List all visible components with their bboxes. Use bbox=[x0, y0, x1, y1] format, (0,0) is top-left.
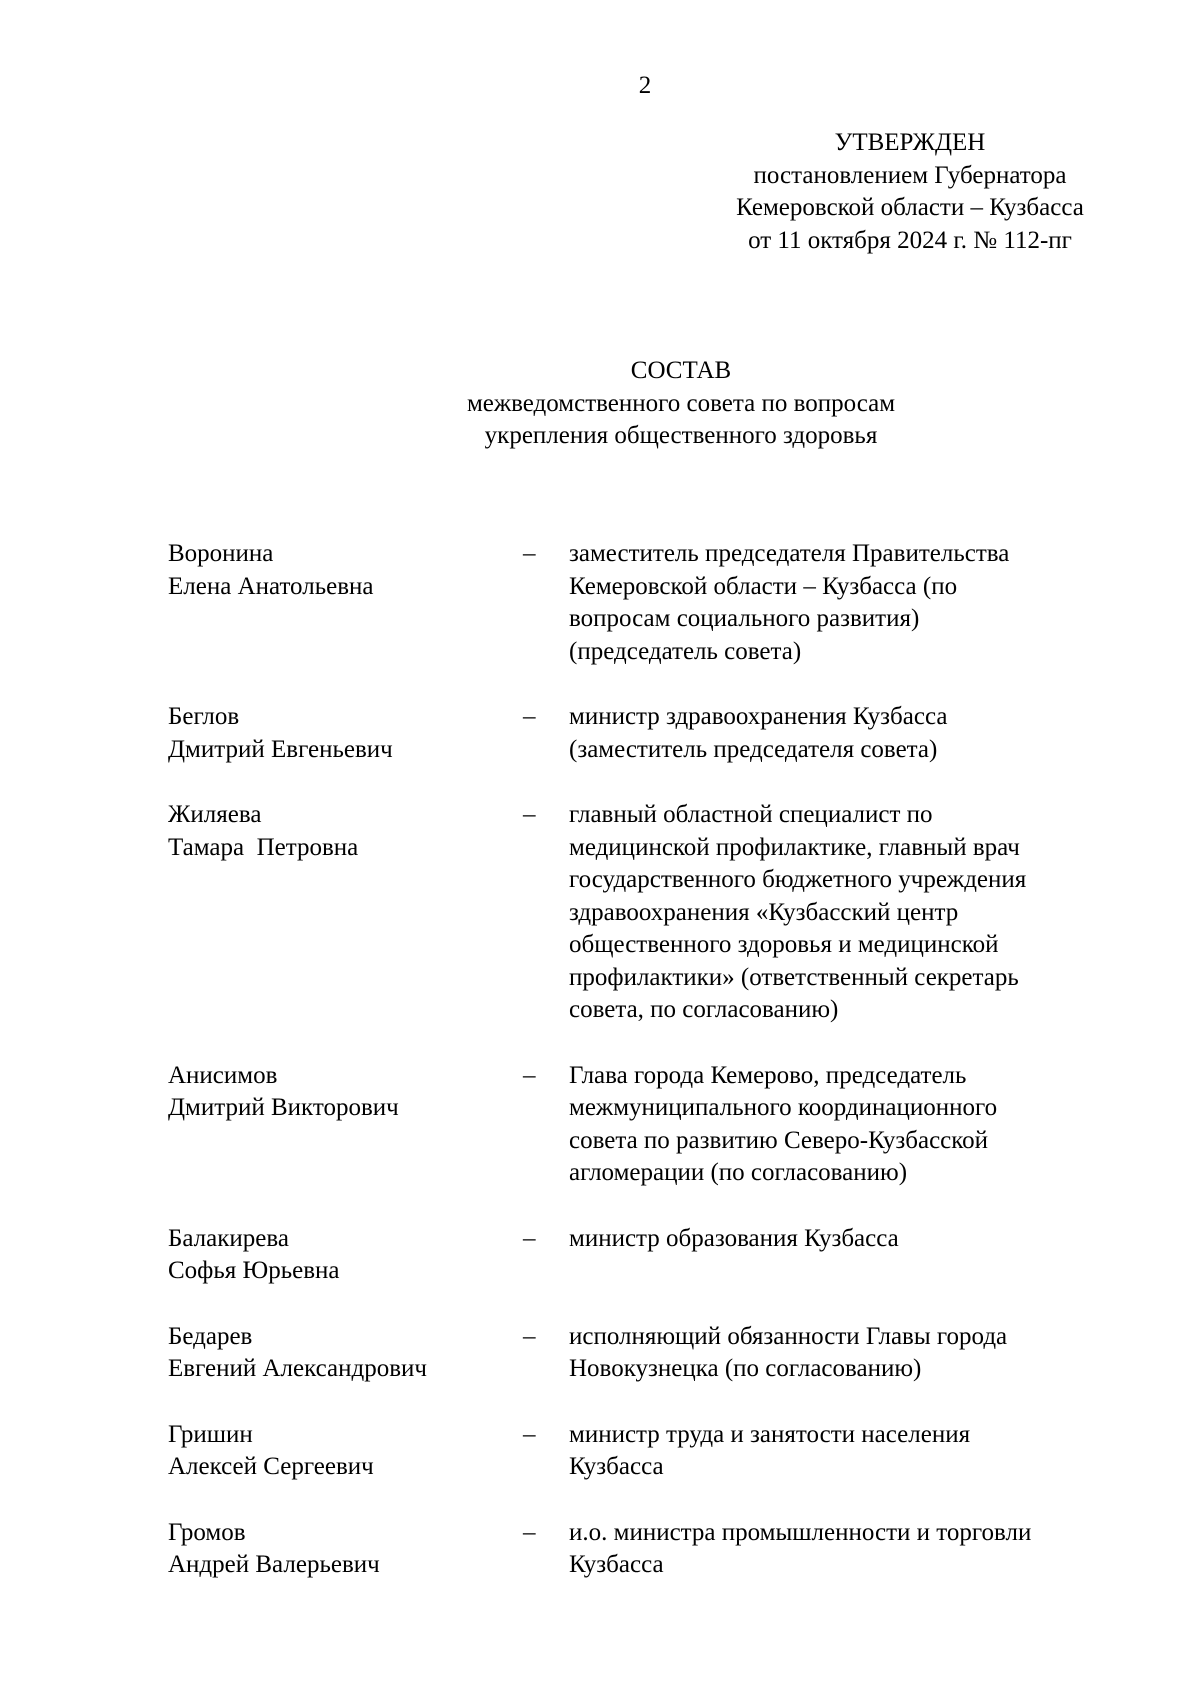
role-line: совета, по согласованию) bbox=[569, 996, 839, 1023]
member-entry bbox=[168, 1223, 1118, 1288]
role-line: Глава города Кемерово, председатель bbox=[569, 1061, 967, 1089]
role-line: министр образования Кузбасса bbox=[569, 1224, 899, 1252]
approval-date: от 11 октября 2024 г. № 112-пг bbox=[748, 226, 1072, 254]
approval-stamp bbox=[700, 127, 1120, 257]
member-name bbox=[168, 1517, 523, 1582]
dash-separator: – bbox=[523, 1224, 536, 1252]
member-name bbox=[168, 1419, 523, 1484]
member-surname: Бедарев bbox=[168, 1322, 253, 1350]
role-line: (заместитель председателя совета) bbox=[569, 735, 938, 763]
member-given-names: Алексей Сергеевич bbox=[168, 1453, 374, 1480]
members-list bbox=[168, 538, 1118, 1582]
member-surname: Воронина bbox=[168, 540, 274, 567]
member-name bbox=[168, 1223, 523, 1288]
approval-line: Кемеровской области – Кузбасса bbox=[736, 194, 1084, 221]
role-line: государственного бюджетного учреждения bbox=[569, 866, 1027, 893]
member-role bbox=[569, 701, 1114, 766]
member-role bbox=[569, 538, 1114, 668]
role-line: Кузбасса bbox=[569, 1453, 664, 1480]
title-subtitle: межведомственного совета по вопросам bbox=[466, 389, 896, 417]
dash-separator: – bbox=[523, 1420, 536, 1448]
member-surname: Гришин bbox=[168, 1420, 253, 1448]
member-given-names: Елена Анатольевна bbox=[168, 572, 374, 600]
member-entry bbox=[168, 538, 1118, 668]
member-entry bbox=[168, 1419, 1118, 1484]
dash-separator: – bbox=[523, 1518, 536, 1546]
member-name bbox=[168, 1060, 523, 1190]
member-given-names: Евгений Александрович bbox=[168, 1355, 427, 1382]
document-title bbox=[0, 355, 1200, 453]
member-given-names: Софья Юрьевна bbox=[168, 1257, 340, 1284]
role-line: совета по развитию Северо-Кузбасской bbox=[569, 1126, 989, 1154]
member-role bbox=[569, 1060, 1114, 1190]
member-entry bbox=[168, 1517, 1118, 1582]
role-line: министр труда и занятости населения bbox=[569, 1420, 971, 1448]
member-entry bbox=[168, 799, 1118, 1027]
member-name bbox=[168, 701, 523, 766]
title-subtitle: укрепления общественного здоровья bbox=[484, 422, 878, 449]
dash-separator: – bbox=[523, 703, 536, 730]
role-line: Новокузнецка (по согласованию) bbox=[569, 1355, 922, 1382]
approval-heading: УТВЕРЖДЕН bbox=[834, 129, 986, 156]
role-line: медицинской профилактике, главный врач bbox=[569, 833, 1020, 861]
role-line: профилактики» (ответственный секретарь bbox=[569, 963, 1019, 991]
member-surname: Анисимов bbox=[168, 1061, 278, 1089]
member-name bbox=[168, 1321, 523, 1386]
member-name bbox=[168, 799, 523, 1027]
role-line: общественного здоровья и медицинской bbox=[569, 931, 999, 958]
member-role bbox=[569, 1517, 1114, 1582]
member-surname: Балакирева bbox=[168, 1224, 289, 1252]
dash-separator: – bbox=[523, 540, 536, 567]
dash-separator: – bbox=[523, 1322, 536, 1350]
member-given-names: Тамара Петровна bbox=[168, 833, 359, 861]
dash-separator: – bbox=[523, 1061, 536, 1089]
role-line: агломерации (по согласованию) bbox=[569, 1159, 908, 1186]
dash-separator: – bbox=[523, 801, 536, 828]
member-role bbox=[569, 799, 1114, 1027]
role-line: межмуниципального координационного bbox=[569, 1094, 998, 1121]
member-surname: Беглов bbox=[168, 703, 240, 730]
title-heading: СОСТАВ bbox=[630, 357, 732, 384]
role-line: министр здравоохранения Кузбасса bbox=[569, 703, 948, 730]
approval-line: постановлением Губернатора bbox=[753, 161, 1067, 189]
role-line: заместитель председателя Правительства bbox=[569, 540, 1010, 567]
role-line: главный областной специалист по bbox=[569, 801, 933, 828]
member-surname: Громов bbox=[168, 1518, 246, 1546]
member-role bbox=[569, 1223, 1114, 1288]
role-line: здравоохранения «Кузбасский центр bbox=[569, 898, 959, 926]
member-given-names: Дмитрий Викторович bbox=[168, 1094, 399, 1121]
member-name bbox=[168, 538, 523, 668]
role-line: вопросам социального развития) bbox=[569, 605, 920, 632]
member-surname: Жиляева bbox=[168, 801, 262, 828]
member-role bbox=[569, 1419, 1114, 1484]
member-entry bbox=[168, 1060, 1118, 1190]
role-line: исполняющий обязанности Главы города bbox=[569, 1322, 1008, 1350]
role-line: Кемеровской области – Кузбасса (по bbox=[569, 572, 958, 600]
role-line: и.о. министра промышленности и торговли bbox=[569, 1518, 1032, 1546]
member-role bbox=[569, 1321, 1114, 1386]
member-entry bbox=[168, 701, 1118, 766]
role-line: (председатель совета) bbox=[569, 637, 802, 665]
member-given-names: Дмитрий Евгеньевич bbox=[168, 735, 393, 763]
member-given-names: Андрей Валерьевич bbox=[168, 1551, 380, 1578]
page-number: 2 bbox=[638, 72, 652, 99]
member-entry bbox=[168, 1321, 1118, 1386]
role-line: Кузбасса bbox=[569, 1551, 664, 1578]
